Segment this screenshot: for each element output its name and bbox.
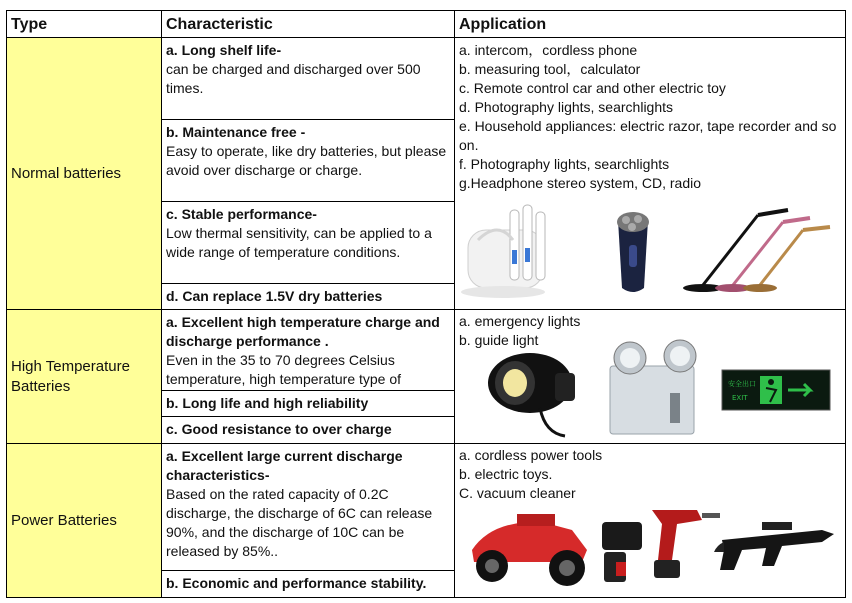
- characteristic-item: [162, 121, 454, 201]
- emergency-light-image: [610, 340, 696, 434]
- application-list: [455, 445, 845, 507]
- mining-lamp-image: [488, 353, 575, 436]
- header-application: Application: [459, 16, 547, 33]
- characteristic-text: Low thermal sensitivity, can be applied to a wide range of temperature conditions.: [166, 225, 432, 260]
- type-high-temperature-batteries: High Temperature Batteries: [7, 310, 161, 443]
- characteristic-title: a. Long shelf life-: [166, 42, 282, 58]
- list-item: C. vacuum cleaner: [459, 485, 576, 501]
- list-item: b. measuring tool，calculator: [459, 61, 641, 77]
- exit-sign-image: [722, 370, 830, 410]
- toothbrush-image: [461, 205, 545, 298]
- characteristic-title: a. Excellent large current discharge characteristics-: [166, 448, 403, 483]
- header-characteristic: Characteristic: [166, 16, 273, 33]
- characteristic-text: can be charged and discharged over 500 times.: [166, 61, 421, 96]
- power-batteries-product-images: [462, 500, 840, 592]
- characteristic-title: b. Maintenance free -: [166, 124, 306, 140]
- list-item: e. Household appliances: electric razor, tape recorder and so on.: [459, 118, 837, 153]
- list-item: a. cordless power tools: [459, 447, 603, 463]
- characteristic-title: b. Economic and performance stability.: [166, 575, 427, 591]
- list-item: d. Photography lights, searchlights: [459, 99, 674, 115]
- characteristic-item: [162, 285, 454, 309]
- high-temperature-product-images: [470, 338, 840, 440]
- characteristic-text: Easy to operate, like dry batteries, but please avoid over discharge or charge.: [166, 143, 447, 178]
- characteristic-item: [162, 311, 454, 390]
- characteristic-text: Based on the rated capacity of 0.2C discharge, the discharge of 6C can release 90%, and the discharge of 10C can be released by 85%..: [166, 486, 433, 559]
- characteristic-title: a. Excellent high temperature charge and discharge performance .: [166, 314, 440, 349]
- characteristic-item: [162, 572, 454, 597]
- exit-sign-text: 安全出口: [728, 380, 756, 388]
- application-list: [455, 40, 845, 200]
- characteristic-item: [162, 203, 454, 283]
- list-item: b. electric toys.: [459, 466, 553, 482]
- list-item: g.Headphone stereo system, CD, radio: [459, 175, 702, 191]
- rc-car-image: [472, 514, 587, 586]
- type-power-batteries: Power Batteries: [7, 444, 161, 597]
- characteristic-item: [162, 392, 454, 416]
- cordless-drill-image: [602, 510, 720, 582]
- characteristic-item: [162, 39, 454, 119]
- list-item: a. emergency lights: [459, 313, 581, 329]
- electric-razor-image: [617, 212, 649, 292]
- characteristic-title: b. Long life and high reliability: [166, 395, 369, 411]
- characteristic-text: Even in the 35 to 70 degrees Celsius temperature, high temperature type of: [166, 352, 402, 387]
- list-item: b. guide light: [459, 332, 539, 348]
- list-item: c. Remote control car and other electric toy: [459, 80, 726, 96]
- exit-sign-text: EXIT: [732, 394, 748, 402]
- list-item: a. intercom，cordless phone: [459, 42, 638, 58]
- header-type: Type: [11, 16, 48, 33]
- normal-batteries-product-images: [458, 200, 843, 305]
- characteristic-title: c. Stable performance-: [166, 206, 317, 222]
- list-item: f. Photography lights, searchlights: [459, 156, 670, 172]
- toy-gun-image: [714, 522, 834, 570]
- characteristic-title: c. Good resistance to over charge: [166, 421, 392, 437]
- characteristic-item: [162, 445, 454, 570]
- characteristic-item: [162, 418, 454, 443]
- desk-lamp-image: [683, 210, 830, 292]
- characteristic-title: d. Can replace 1.5V dry batteries: [166, 288, 383, 304]
- type-normal-batteries: Normal batteries: [7, 38, 161, 309]
